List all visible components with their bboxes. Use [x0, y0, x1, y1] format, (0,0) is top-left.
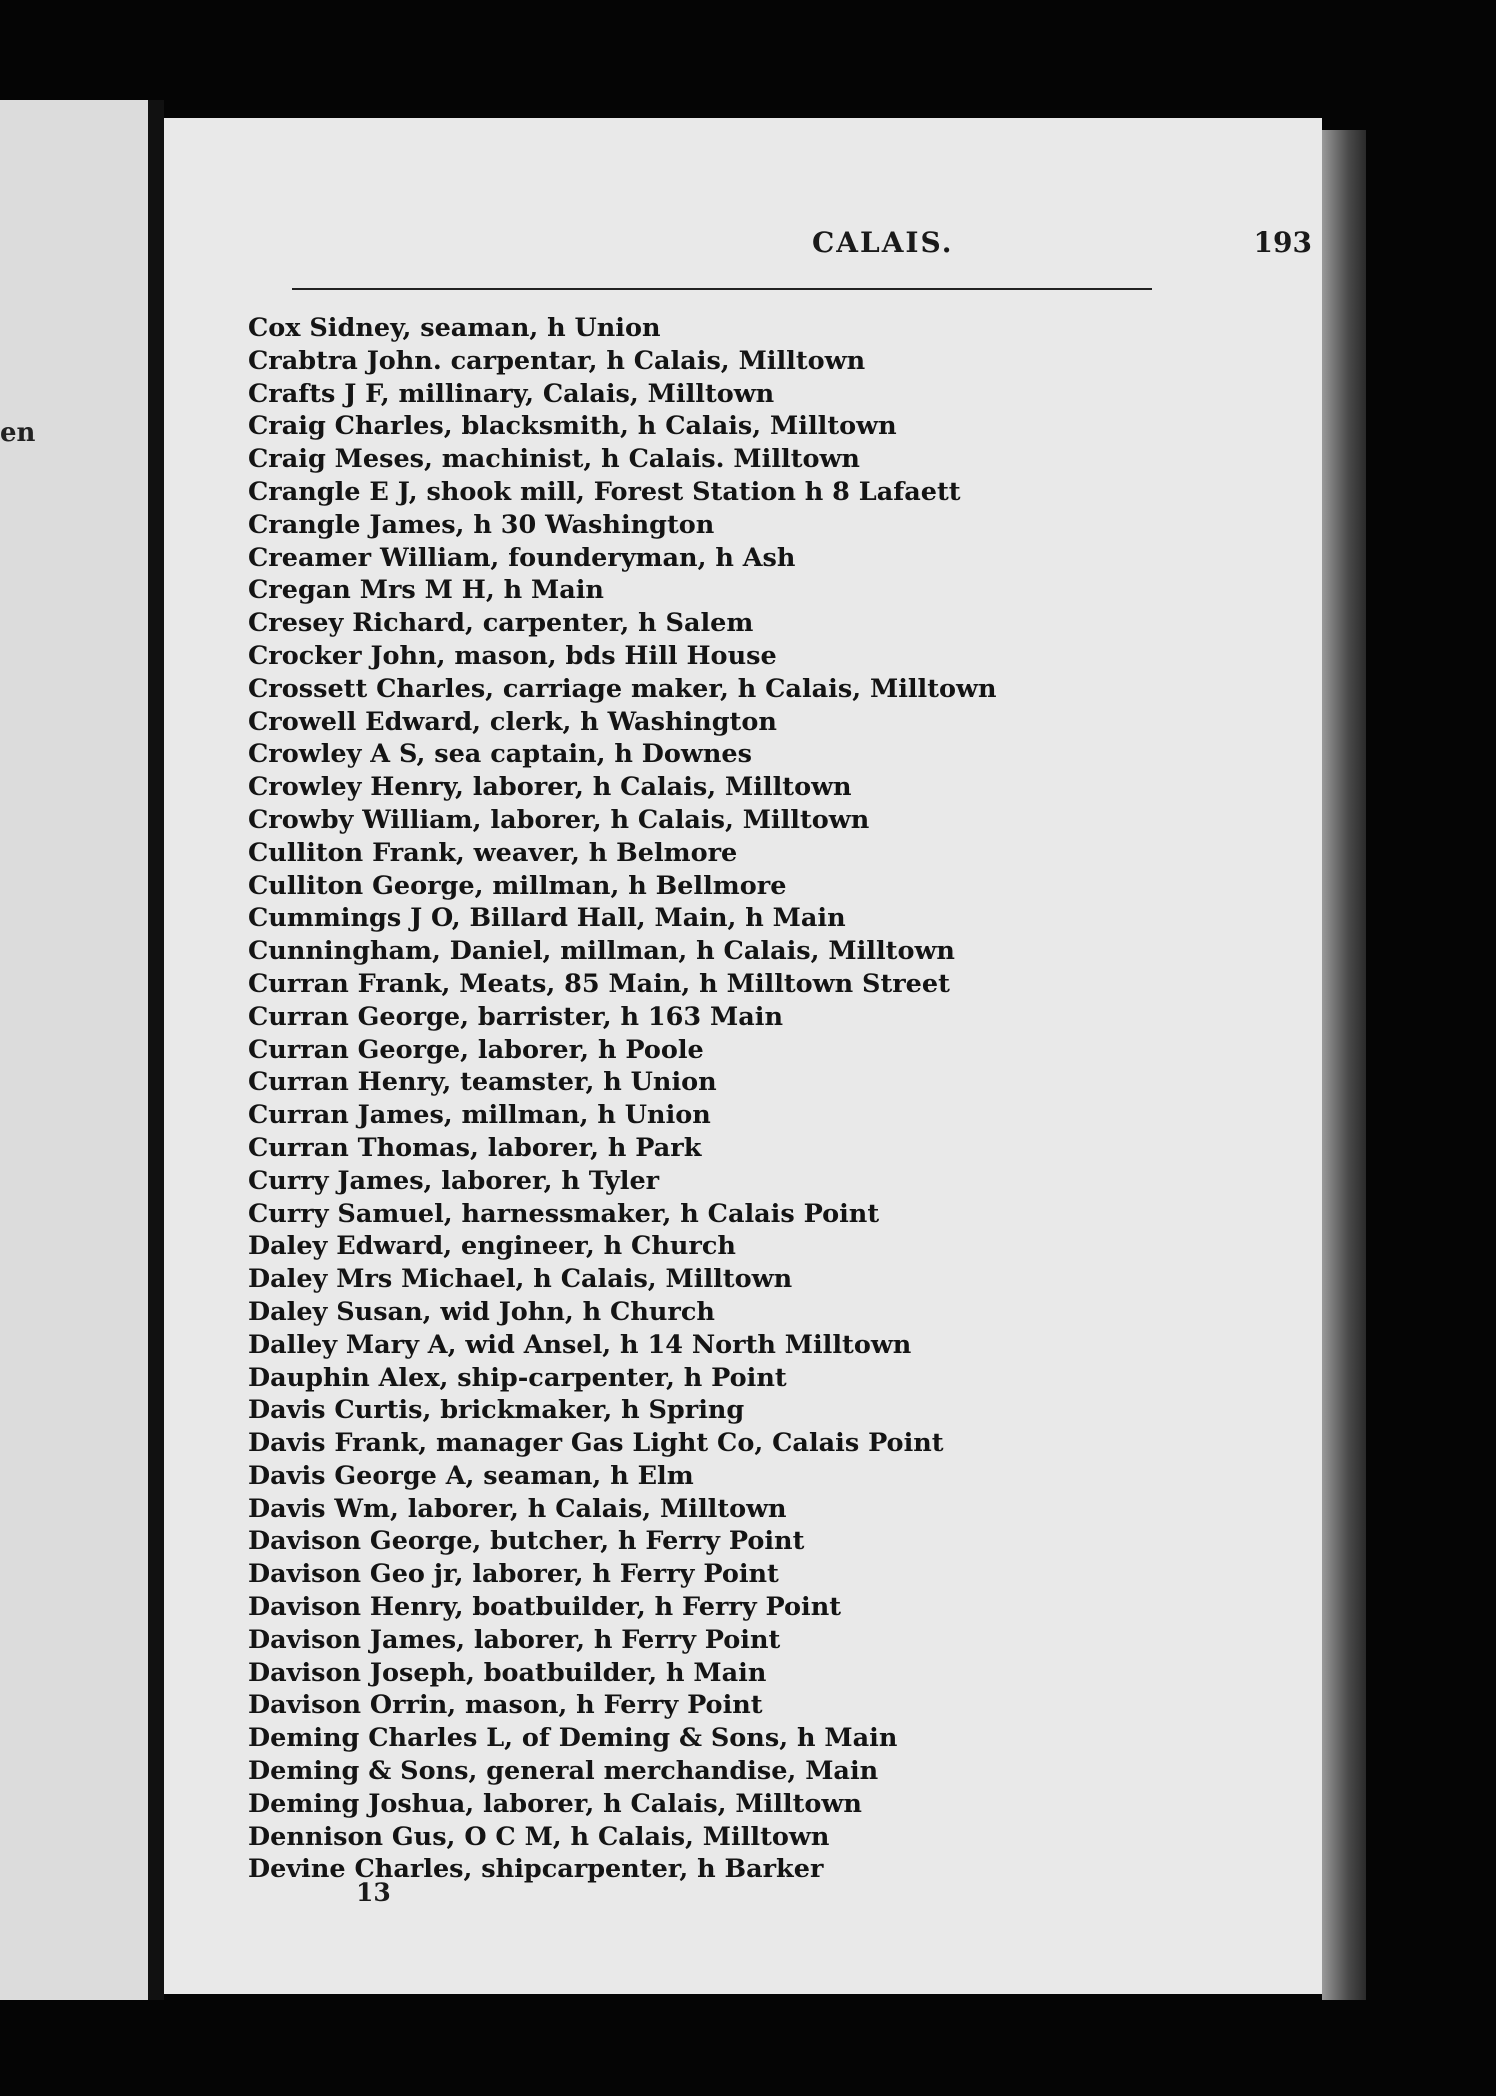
directory-entry: Cunningham, Daniel, millman, h Calais, Milltown [248, 936, 955, 967]
directory-entry: Daley Susan, wid John, h Church [248, 1296, 715, 1327]
directory-entry: Cregan Mrs M H, h Main [248, 575, 604, 606]
header-rule [292, 288, 1152, 290]
directory-entry: Davison George, butcher, h Ferry Point [248, 1526, 805, 1557]
directory-entry: Crabtra John. carpentar, h Calais, Milltown [248, 345, 866, 376]
directory-entry: Davison James, laborer, h Ferry Point [248, 1624, 781, 1655]
directory-entry: Devine Charles, shipcarpenter, h Barker [248, 1854, 824, 1885]
directory-entry: Crangle James, h 30 Washington [248, 509, 715, 540]
directory-entry: Davison Geo jr, laborer, h Ferry Point [248, 1559, 779, 1590]
directory-entry: Deming Joshua, laborer, h Calais, Milltown [248, 1788, 862, 1819]
directory-entry: Curran George, barrister, h 163 Main [248, 1001, 784, 1032]
running-title: CALAIS. [812, 226, 954, 259]
directory-entry: Culliton Frank, weaver, h Belmore [248, 837, 738, 868]
directory-entry: Crossett Charles, carriage maker, h Calais, Milltown [248, 673, 997, 704]
directory-entry: Curran Henry, teamster, h Union [248, 1067, 717, 1098]
directory-entry: Davis Wm, laborer, h Calais, Milltown [248, 1493, 787, 1524]
directory-entry: Curry James, laborer, h Tyler [248, 1165, 660, 1196]
directory-entry: Cresey Richard, carpenter, h Salem [248, 608, 754, 639]
page-edge-shadow [1322, 130, 1366, 2000]
directory-entry: Crowley Henry, laborer, h Calais, Milltown [248, 772, 852, 803]
running-head [292, 226, 1312, 266]
directory-entry: Culliton George, millman, h Bellmore [248, 870, 787, 901]
directory-entry: Daley Edward, engineer, h Church [248, 1231, 736, 1262]
directory-entry: Cox Sidney, seaman, h Union [248, 313, 661, 343]
directory-entry: Crowley A S, sea captain, h Downes [248, 739, 752, 770]
directory-entry: Crangle E J, shook mill, Forest Station h 8 Lafaett [248, 476, 961, 507]
directory-entry: Davison Orrin, mason, h Ferry Point [248, 1690, 763, 1721]
directory-entry: Davis Frank, manager Gas Light Co, Calais Point [248, 1428, 944, 1459]
directory-entry: Crowell Edward, clerk, h Washington [248, 706, 777, 737]
directory-entry: Dauphin Alex, ship-carpenter, h Point [248, 1362, 787, 1393]
directory-page [164, 118, 1322, 1994]
left-page [0, 100, 148, 2000]
directory-entry: Crocker John, mason, bds Hill House [248, 640, 777, 671]
directory-entry: Crafts J F, millinary, Calais, Milltown [248, 378, 775, 409]
page-number: 193 [1253, 226, 1312, 259]
book-gutter [148, 100, 164, 2000]
directory-entry: Deming Charles L, of Deming & Sons, h Main [248, 1723, 898, 1754]
directory-entry: Dennison Gus, O C M, h Calais, Milltown [248, 1821, 830, 1852]
directory-entry: Davis George A, seaman, h Elm [248, 1460, 694, 1491]
directory-entry-list [248, 312, 1288, 1886]
directory-entry: Cummings J O, Billard Hall, Main, h Main [248, 903, 846, 934]
directory-entry: Dalley Mary A, wid Ansel, h 14 North Milltown [248, 1329, 912, 1360]
directory-entry: Curry Samuel, harnessmaker, h Calais Point [248, 1198, 880, 1229]
directory-entry: Curran George, laborer, h Poole [248, 1034, 704, 1065]
left-page-text-fragment: en [0, 418, 36, 448]
directory-entry: Curran Thomas, laborer, h Park [248, 1132, 702, 1163]
directory-entry: Davison Henry, boatbuilder, h Ferry Point [248, 1592, 842, 1623]
signature-mark: 13 [356, 1878, 391, 1907]
directory-entry: Curran James, millman, h Union [248, 1100, 711, 1131]
directory-entry: Davis Curtis, brickmaker, h Spring [248, 1395, 745, 1426]
directory-entry: Craig Meses, machinist, h Calais. Milltown [248, 444, 860, 475]
directory-entry: Davison Joseph, boatbuilder, h Main [248, 1657, 767, 1688]
directory-entry: Deming & Sons, general merchandise, Main [248, 1756, 879, 1787]
directory-entry: Craig Charles, blacksmith, h Calais, Milltown [248, 411, 897, 442]
directory-entry: Creamer William, founderyman, h Ash [248, 542, 796, 573]
directory-entry: Curran Frank, Meats, 85 Main, h Milltown Street [248, 968, 950, 999]
directory-entry: Daley Mrs Michael, h Calais, Milltown [248, 1264, 793, 1295]
directory-entry: Crowby William, laborer, h Calais, Milltown [248, 804, 870, 835]
